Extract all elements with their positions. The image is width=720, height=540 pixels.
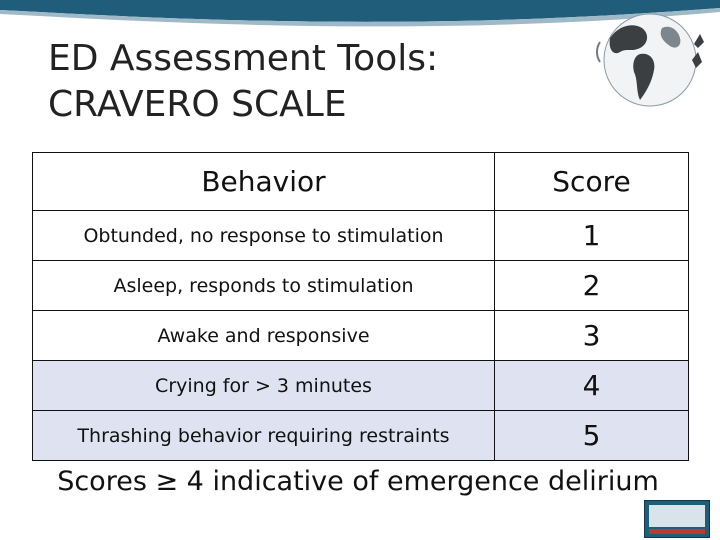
table-row — [33, 361, 689, 411]
behavior-cell: Obtunded, no response to stimulation — [33, 211, 495, 261]
table-row — [33, 311, 689, 361]
score-cell: 4 — [495, 361, 689, 411]
globe-icon — [592, 8, 708, 112]
table-row — [33, 211, 689, 261]
header-score: Score — [495, 153, 689, 211]
behavior-cell: Awake and responsive — [33, 311, 495, 361]
behavior-cell: Asleep, responds to stimulation — [33, 261, 495, 311]
interpretation-note — [0, 466, 720, 497]
score-cell: 1 — [495, 211, 689, 261]
note-text: Scores ≥ 4 indicative of emergence delirium — [57, 466, 659, 497]
title-line-2: CRAVERO SCALE — [48, 84, 347, 125]
table-row — [33, 411, 689, 461]
table-row — [33, 261, 689, 311]
header-behavior: Behavior — [33, 153, 495, 211]
slide-title — [48, 36, 438, 128]
score-cell: 2 — [495, 261, 689, 311]
behavior-cell: Thrashing behavior requiring restraints — [33, 411, 495, 461]
cravero-scale-table — [32, 152, 689, 461]
behavior-cell: Crying for > 3 minutes — [33, 361, 495, 411]
title-line-1: ED Assessment Tools: — [48, 38, 439, 79]
score-cell: 5 — [495, 411, 689, 461]
score-cell: 3 — [495, 311, 689, 361]
table-header-row — [33, 153, 689, 211]
society-logo-icon — [644, 500, 710, 538]
